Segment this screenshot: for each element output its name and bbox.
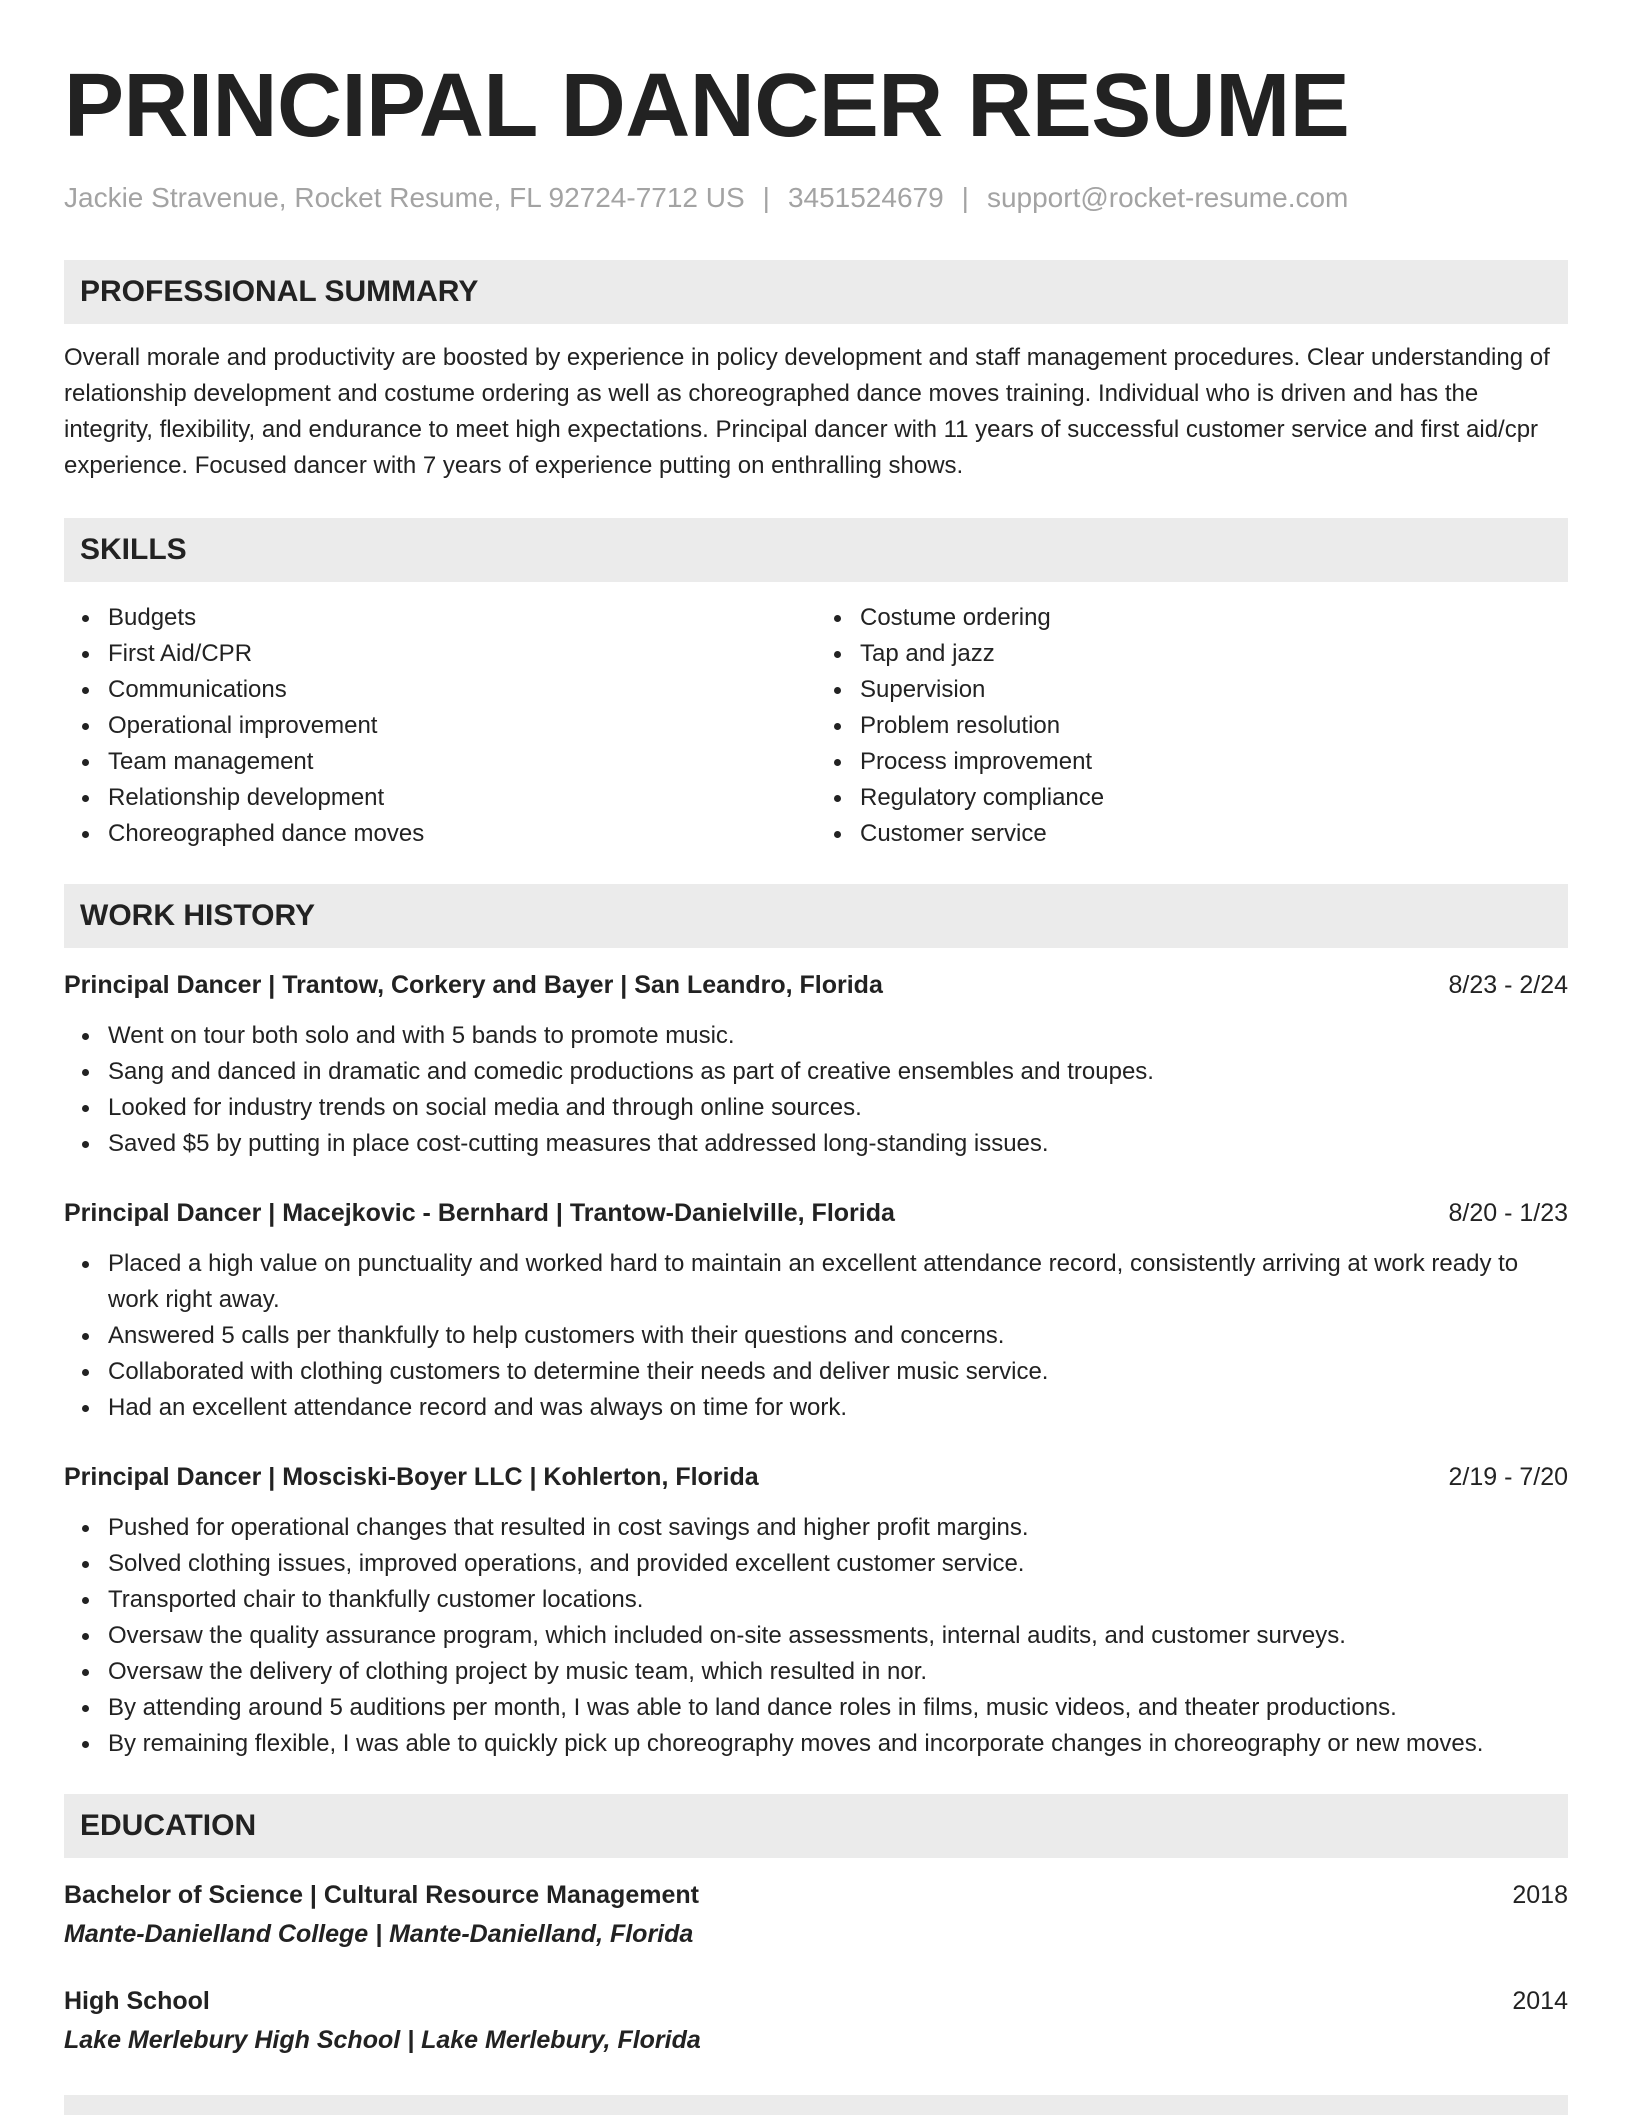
skills-list [64,600,1568,852]
education-header [64,1982,1568,2020]
skill-item: Customer service [860,816,1568,852]
contact-separator: | [961,182,969,213]
education-entry [64,1876,1568,1954]
section-header-skills: SKILLS [64,518,1568,582]
job-title: Principal Dancer | Mosciski-Boyer LLC | Kohlerton, Florida [64,1463,759,1491]
job-bullets [64,1246,1568,1426]
skill-item: Supervision [860,672,1568,708]
contact-address: Jackie Stravenue, Rocket Resume, FL 92724-7712 US [64,182,745,213]
skill-item: Costume ordering [860,600,1568,636]
job-title: Principal Dancer | Trantow, Corkery and Bayer | San Leandro, Florida [64,971,883,999]
section-header-partial [64,2095,1568,2115]
job-entry [64,1458,1568,1762]
skills-column-right [816,600,1568,852]
contact-email: support@rocket-resume.com [986,182,1349,213]
skill-item: Team management [108,744,816,780]
education-year: 2014 [1512,1987,1568,2015]
job-bullet: Answered 5 calls per thankfully to help customers with their questions and concerns. [108,1318,1568,1354]
job-bullet: By attending around 5 auditions per month, I was able to land dance roles in films, music videos, and theater productions. [108,1690,1568,1726]
job-bullet: Collaborated with clothing customers to determine their needs and deliver music service. [108,1354,1568,1390]
skill-item: Operational improvement [108,708,816,744]
section-header-work-history: WORK HISTORY [64,884,1568,948]
job-bullet: Sang and danced in dramatic and comedic productions as part of creative ensembles and troupes. [108,1054,1568,1090]
education-degree: High School [64,1987,210,2015]
job-bullet: Transported chair to thankfully customer locations. [108,1582,1568,1618]
job-title: Principal Dancer | Macejkovic - Bernhard | Trantow-Danielville, Florida [64,1199,895,1227]
job-bullets [64,1018,1568,1162]
skills-column-left [64,600,816,852]
job-dates: 8/23 - 2/24 [1448,971,1568,999]
skill-item: First Aid/CPR [108,636,816,672]
job-bullet: Went on tour both solo and with 5 bands to promote music. [108,1018,1568,1054]
summary-text: Overall morale and productivity are boosted by experience in policy development and staff management procedures. Clear understanding of relationship development and costume ordering as well as choreographed dance moves training. Individual who is driven and has the integrity, flexibility, and endurance to meet high expectations. Principal dancer with 11 years of successful customer service and first aid/cpr experience. Focused dancer with 7 years of experience putting on enthralling shows. [64,344,1550,479]
job-bullets [64,1510,1568,1762]
job-header [64,966,1568,1004]
job-dates: 2/19 - 7/20 [1448,1463,1568,1491]
education-school: Lake Merlebury High School | Lake Merlebury, Florida [64,2026,701,2054]
contact-phone: 3451524679 [787,182,944,213]
section-header-summary: PROFESSIONAL SUMMARY [64,260,1568,324]
skill-item: Tap and jazz [860,636,1568,672]
job-dates: 8/20 - 1/23 [1448,1199,1568,1227]
education-degree: Bachelor of Science | Cultural Resource Management [64,1881,699,1909]
job-bullet: Placed a high value on punctuality and worked hard to maintain an excellent attendance record, consistently arriving at work ready to work right away. [108,1246,1568,1318]
resume-title: PRINCIPAL DANCER RESUME [64,56,1350,156]
section-header-education: EDUCATION [64,1794,1568,1858]
contact-separator: | [762,182,770,213]
job-bullet: Oversaw the quality assurance program, which included on-site assessments, internal audits, and customer surveys. [108,1618,1568,1654]
job-bullet: Saved $5 by putting in place cost-cutting measures that addressed long-standing issues. [108,1126,1568,1162]
job-header [64,1194,1568,1232]
job-entry [64,1194,1568,1426]
job-bullet: Had an excellent attendance record and was always on time for work. [108,1390,1568,1426]
job-bullet: Pushed for operational changes that resulted in cost savings and higher profit margins. [108,1510,1568,1546]
education-header [64,1876,1568,1914]
job-bullet: Oversaw the delivery of clothing project by music team, which resulted in nor. [108,1654,1568,1690]
job-bullet: Solved clothing issues, improved operations, and provided excellent customer service. [108,1546,1568,1582]
skill-item: Choreographed dance moves [108,816,816,852]
skill-item: Problem resolution [860,708,1568,744]
job-entry [64,966,1568,1162]
job-header [64,1458,1568,1496]
education-entry [64,1982,1568,2060]
skill-item: Relationship development [108,780,816,816]
job-bullet: Looked for industry trends on social media and through online sources. [108,1090,1568,1126]
skill-item: Budgets [108,600,816,636]
skill-item: Process improvement [860,744,1568,780]
education-year: 2018 [1512,1881,1568,1909]
contact-line [64,178,1568,218]
job-bullet: By remaining flexible, I was able to quickly pick up choreography moves and incorporate changes in choreography or new moves. [108,1726,1568,1762]
skill-item: Regulatory compliance [860,780,1568,816]
education-school: Mante-Danielland College | Mante-Danielland, Florida [64,1920,694,1948]
skill-item: Communications [108,672,816,708]
